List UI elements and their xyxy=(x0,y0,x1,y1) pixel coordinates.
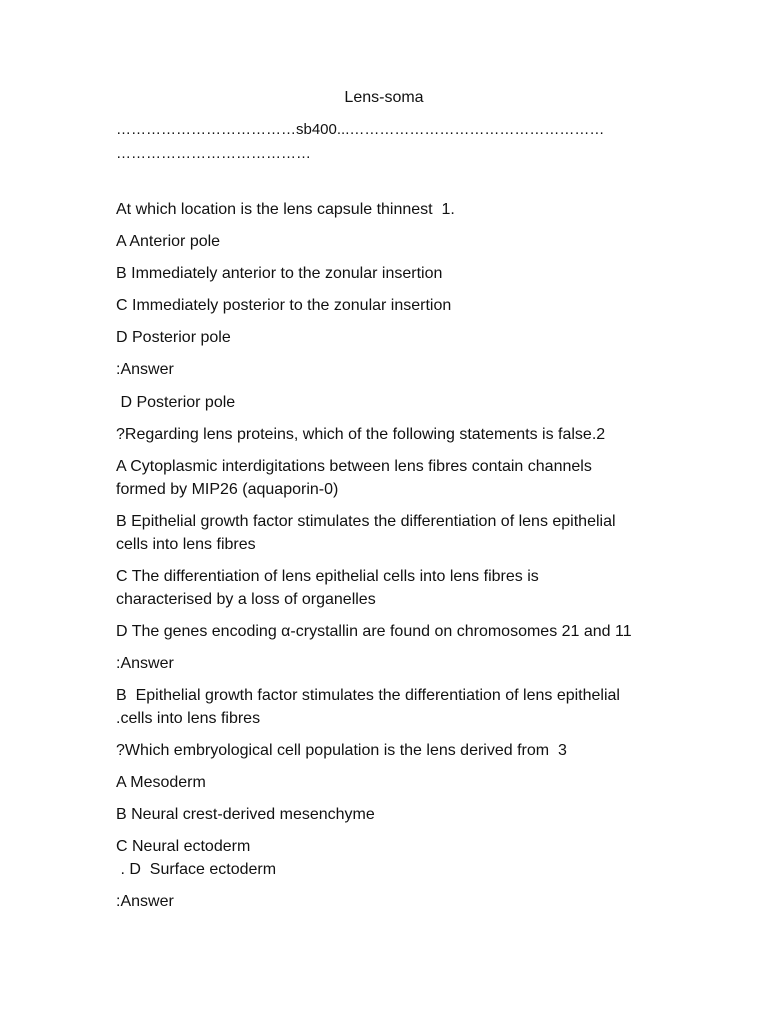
q3-option-c: C Neural ectoderm xyxy=(116,838,251,855)
dotted-line-1: ………………………………sb400...…………………………………………… xyxy=(116,121,605,138)
q3-option-b: B Neural crest-derived mesenchyme xyxy=(116,806,375,823)
q2-answer-line-2: .cells into lens fibres xyxy=(116,710,261,727)
q1-answer: D Posterior pole xyxy=(116,394,236,411)
q2-option-c-line-1: C The differentiation of lens epithelial cells into lens fibres is xyxy=(116,568,539,585)
q3-answer-label: :Answer xyxy=(116,893,174,910)
q2-answer-line-1: B Epithelial growth factor stimulates the differentiation of lens epithelial xyxy=(116,687,620,704)
q3-option-d: . D Surface ectoderm xyxy=(116,861,277,878)
document-title: Lens-soma xyxy=(344,89,424,106)
question-3: ?Which embryological cell population is the lens derived from 3 xyxy=(116,742,567,759)
dotted-line-2: ………………………………… xyxy=(116,145,311,162)
q1-option-d: D Posterior pole xyxy=(116,329,231,346)
q2-answer-label: :Answer xyxy=(116,655,174,672)
q2-option-b-line-2: cells into lens fibres xyxy=(116,536,256,553)
q2-option-c-line-2: characterised by a loss of organelles xyxy=(116,591,376,608)
question-2: ?Regarding lens proteins, which of the following statements is false.2 xyxy=(116,426,606,443)
q2-option-b-line-1: B Epithelial growth factor stimulates the differentiation of lens epithelial xyxy=(116,513,616,530)
q1-option-a: A Anterior pole xyxy=(116,233,221,250)
q2-option-a-line-2: formed by MIP26 (aquaporin-0) xyxy=(116,481,339,498)
question-1: At which location is the lens capsule thinnest 1. xyxy=(116,201,455,218)
q1-option-b: B Immediately anterior to the zonular insertion xyxy=(116,265,443,282)
q2-option-d: D The genes encoding α-crystallin are found on chromosomes 21 and 11 xyxy=(116,623,632,640)
q2-option-a-line-1: A Cytoplasmic interdigitations between lens fibres contain channels xyxy=(116,458,592,475)
q1-option-c: C Immediately posterior to the zonular insertion xyxy=(116,297,452,314)
q3-option-a: A Mesoderm xyxy=(116,774,206,791)
q1-answer-label: :Answer xyxy=(116,361,174,378)
